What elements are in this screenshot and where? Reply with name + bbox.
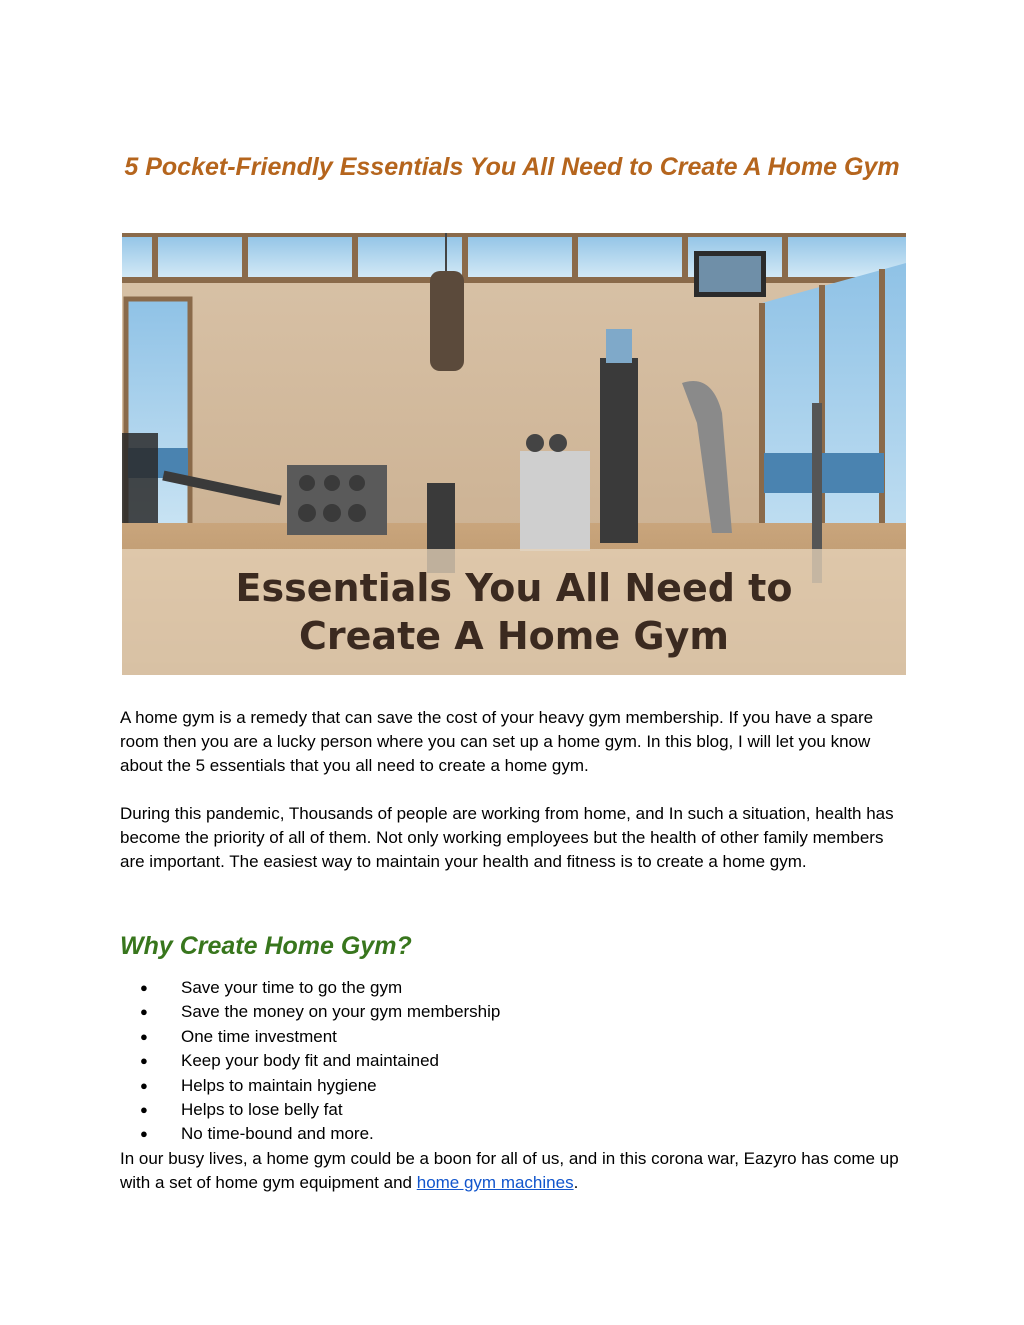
hero-image — [122, 233, 906, 675]
list-item: ● Save the money on your gym membership — [120, 1000, 500, 1024]
bullet-icon: ● — [140, 1053, 148, 1069]
intro-paragraph: A home gym is a remedy that can save the cost of your heavy gym membership. If you have a spare room then you are a lucky person where you can set up a home gym. In this blog, I will let you know about the 5 essentials that you all need to create a home gym. — [120, 708, 874, 775]
bullet-icon: ● — [140, 1077, 148, 1093]
list-item: ● Save your time to go the gym — [120, 976, 500, 1000]
benefits-list — [120, 976, 500, 1147]
bullet-icon: ● — [140, 1028, 148, 1044]
bullet-icon: ● — [140, 1004, 148, 1020]
bullet-icon: ● — [140, 1101, 148, 1117]
hero-overlay-line1: Essentials You All Need to — [235, 566, 793, 610]
home-gym-machines-link[interactable]: home gym machines — [416, 1173, 574, 1192]
bullet-icon: ● — [140, 1126, 148, 1142]
list-item: ● One time investment — [120, 1025, 500, 1049]
list-item: ● Keep your body fit and maintained — [120, 1049, 500, 1073]
document-title: 5 Pocket-Friendly Essentials You All Need to Create A Home Gym — [124, 153, 900, 181]
section-heading: Why Create Home Gym? — [120, 932, 412, 960]
list-item: ● Helps to lose belly fat — [120, 1098, 500, 1122]
pandemic-paragraph: During this pandemic, Thousands of people are working from home, and In such a situation, health has become the priority of all of them. Not only working employees but the health of other family members are important. The easiest way to maintain your health and fitness is to create a home gym. — [120, 804, 894, 871]
hero-overlay-line2: Create A Home Gym — [299, 614, 729, 658]
list-item: ● No time-bound and more. — [120, 1122, 500, 1146]
list-item: ● Helps to maintain hygiene — [120, 1074, 500, 1098]
closing-paragraph: In our busy lives, a home gym could be a boon for all of us, and in this corona war, Eazyro has come up with a set of home gym equipment and home gym machines. — [120, 1149, 899, 1192]
bullet-icon: ● — [140, 980, 148, 995]
